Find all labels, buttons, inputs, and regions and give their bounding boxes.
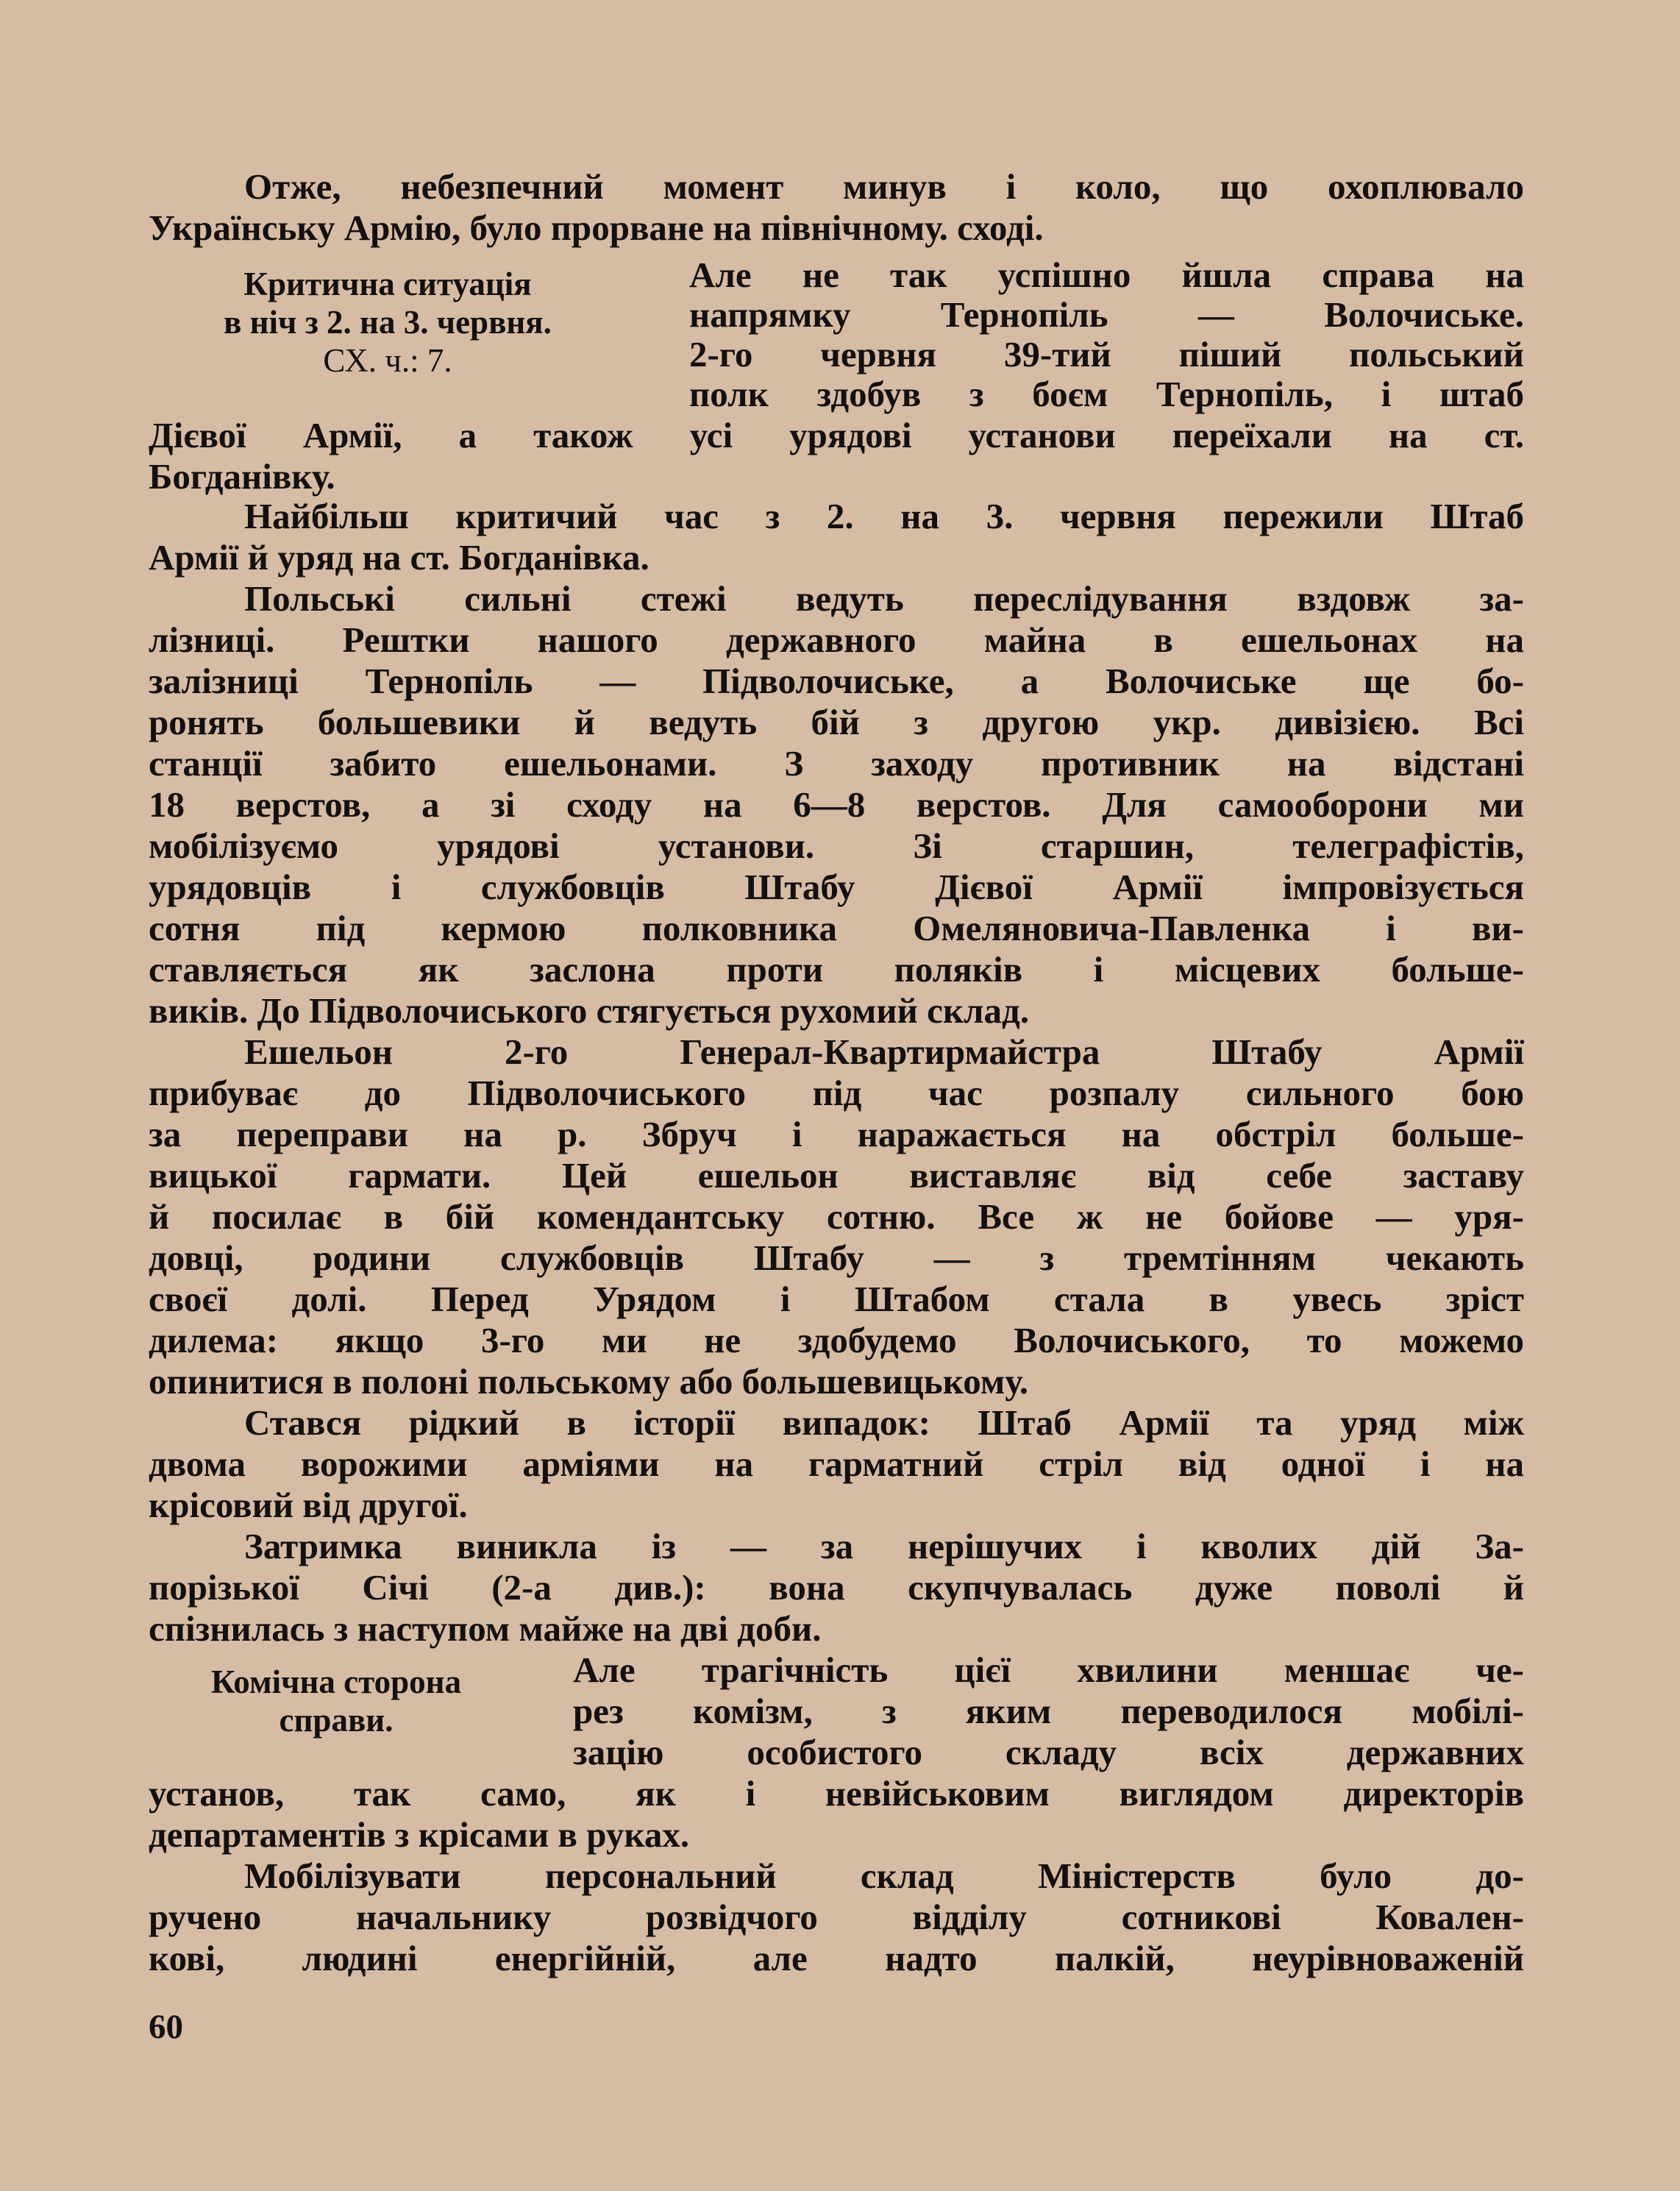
text-line: департаментів з крісами в руках.: [149, 1814, 690, 1855]
text-line: ронять большевики й ведуть бій з другою укр. дивізією. Всі: [149, 702, 1524, 742]
text-line: двома ворожими арміями на гарматний стріл від одної і на: [149, 1443, 1524, 1484]
text-line: Стався рідкий в історії випадок: Штаб Армії та уряд між: [244, 1402, 1524, 1443]
text-line: Але трагічність цієї хвилини меншає че-: [573, 1650, 1524, 1690]
text-line: порізької Січі (2-а див.): вона скупчувалась дуже поволі й: [149, 1567, 1524, 1608]
text-line: й посилає в бій комендантську сотню. Все ж не бойове — уря-: [149, 1196, 1524, 1237]
text-line: урядовців і службовців Штабу Дієвої Армії імпровізується: [149, 867, 1524, 907]
margin-note-title: справи.: [279, 1702, 394, 1739]
text-line: Мобілізувати персональний склад Міністерств було до-: [244, 1856, 1524, 1896]
text-line: рез комізм, з яким переводилося мобілі-: [573, 1691, 1524, 1731]
text-line: кові, людині енергійній, але надто палкій, неурівноваженій: [149, 1938, 1524, 1978]
text-line: виків. До Підволочиського стягується рухомий склад.: [149, 990, 1030, 1031]
margin-note-title: Критична ситуація: [243, 266, 532, 302]
text-line: зацію особистого складу всіх державних: [573, 1732, 1524, 1772]
margin-note-title: Комічна сторона: [210, 1663, 462, 1700]
text-line: своєї долі. Перед Урядом і Штабом стала в увесь зріст: [149, 1279, 1524, 1319]
text-line: 2-го червня 39-тий піший польський: [689, 334, 1524, 374]
text-line: спізнилась з наступом майже на дві доби.: [149, 1608, 822, 1649]
text-line: станції забито ешельонами. З заходу противник на відстані: [149, 743, 1524, 784]
margin-note-reference: СХ. ч.: 7.: [323, 342, 452, 379]
margin-note-title: в ніч з 2. на 3. червня.: [224, 304, 552, 341]
text-line: напрямку Тернопіль — Волочиське.: [689, 294, 1524, 335]
text-line: установ, так само, як і невійськовим виглядом директорів: [149, 1773, 1524, 1814]
text-line: довці, родини службовців Штабу — з тремтінням чекають: [149, 1237, 1524, 1278]
text-line: Отже, небезпечний момент минув і коло, що охоплювало: [244, 166, 1524, 207]
text-line: вицької гармати. Цей ешельон виставляє від себе заставу: [149, 1155, 1524, 1196]
text-line: прибуває до Підволочиського під час розпалу сильного бою: [149, 1073, 1524, 1113]
margin-note-comic-side: [149, 1663, 524, 1739]
text-line: полк здобув з боєм Тернопіль, і штаб: [689, 374, 1524, 414]
text-line: Але не так успішно йшла справа на: [689, 255, 1524, 295]
text-line: Найбільш критичий час з 2. на 3. червня пережили Штаб: [244, 496, 1524, 536]
text-line: ставляється як заслона проти поляків і місцевих больше-: [149, 949, 1524, 990]
text-line: лізниці. Рештки нашого державного майна в ешельонах на: [149, 619, 1524, 660]
page-number: 60: [149, 2008, 183, 2046]
text-line: Армії й уряд на ст. Богданівка.: [149, 537, 649, 578]
text-line: Польські сильні стежі ведуть переслідування вздовж за-: [244, 578, 1524, 619]
text-line: Ешельон 2-го Генерал-Квартирмайстра Штабу Армії: [244, 1031, 1524, 1072]
text-line: сотня під кермою полковника Омеляновича-Павленка і ви-: [149, 908, 1524, 948]
text-line: Затримка виникла із — за нерішучих і кволих дій За-: [244, 1526, 1524, 1566]
margin-note-critical-situation: [149, 265, 627, 380]
text-line: Українську Армію, було прорване на північному. сході.: [149, 207, 1044, 248]
text-line: Дієвої Армії, а також усі урядові установи переїхали на ст.: [149, 415, 1524, 455]
text-line: за переправи на р. Збруч і наражається на обстріл больше-: [149, 1114, 1524, 1154]
text-line: ручено начальнику розвідчого відділу сотникові Ковален-: [149, 1897, 1524, 1937]
text-line: залізниці Тернопіль — Підволочиське, а Волочиське ще бо-: [149, 661, 1524, 701]
text-line: дилема: якщо 3-го ми не здобудемо Волочиського, то можемо: [149, 1320, 1524, 1360]
text-line: 18 верстов, а зі сходу на 6—8 верстов. Для самооборони ми: [149, 784, 1524, 825]
text-line: опинитися в полоні польському або большевицькому.: [149, 1361, 1029, 1402]
text-line: мобілізуємо урядові установи. Зі старшин, телеграфістів,: [149, 825, 1524, 866]
text-line: Богданівку.: [149, 456, 335, 497]
text-line: крісовий від другої.: [149, 1485, 468, 1525]
